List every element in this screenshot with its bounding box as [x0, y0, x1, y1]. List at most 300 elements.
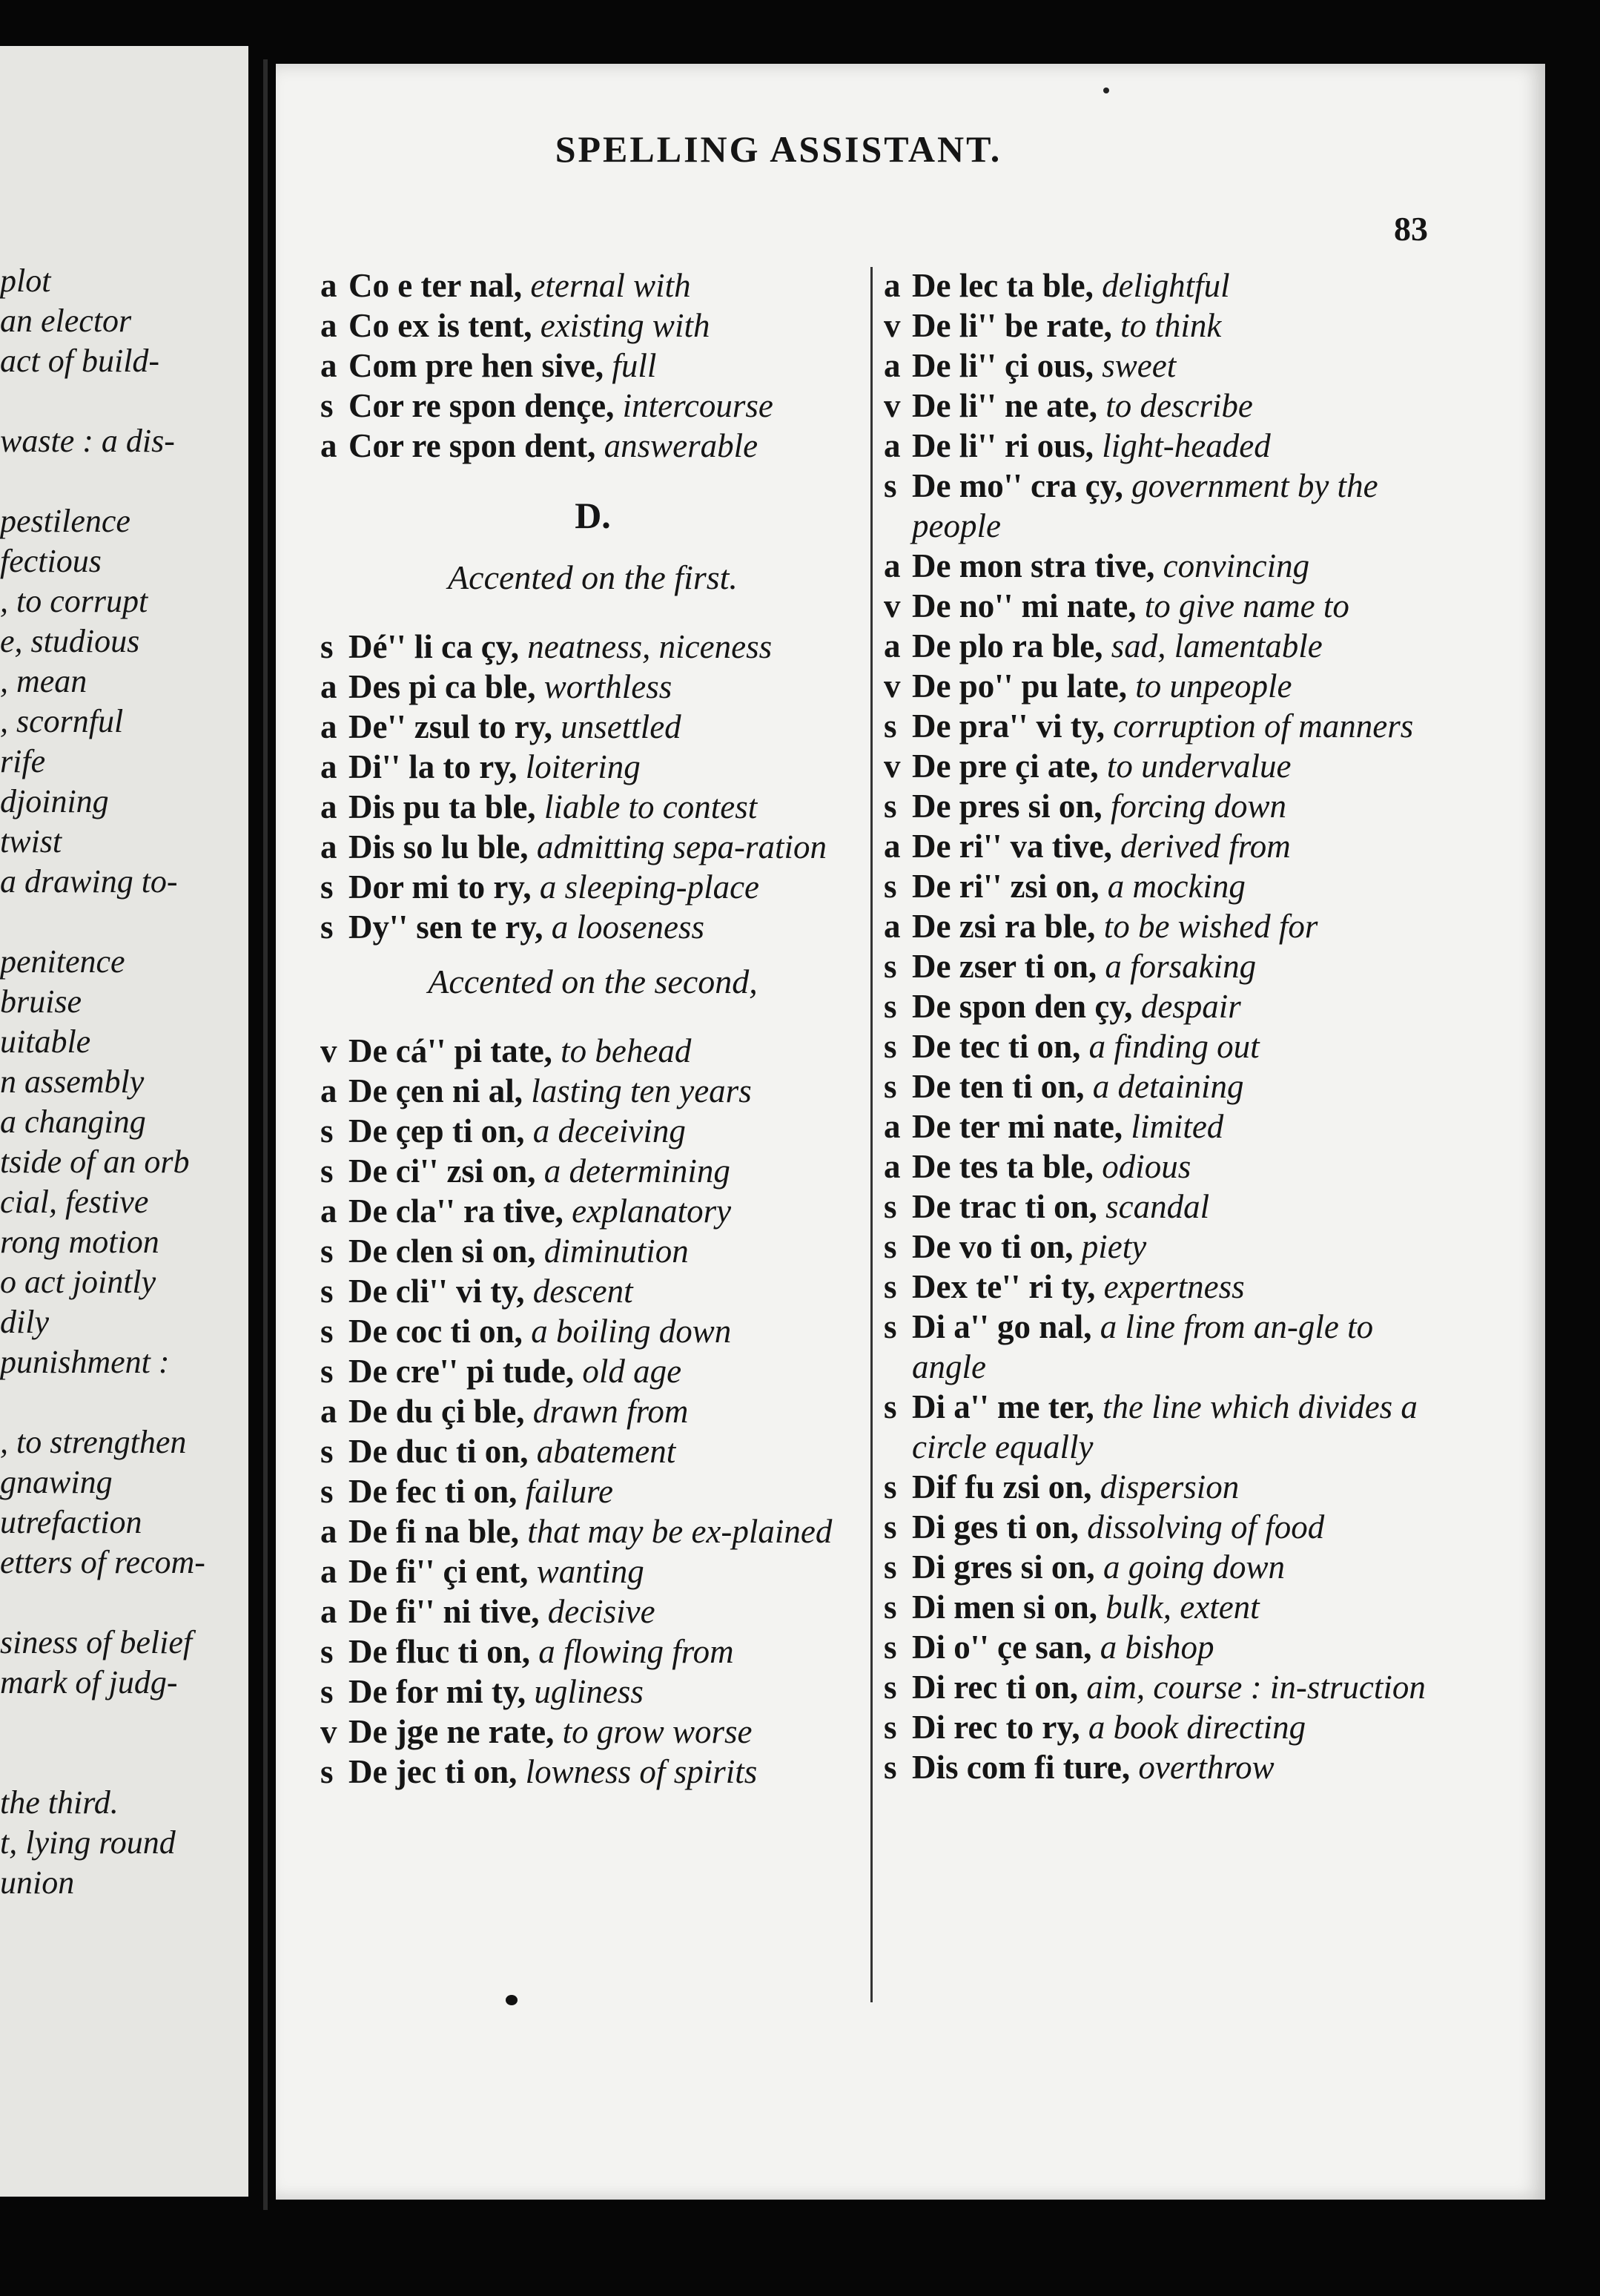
entry-word: Dé'' li ca çy, — [348, 628, 519, 665]
part-of-speech: s — [884, 1709, 897, 1746]
entry-word: De fi na ble, — [348, 1513, 519, 1550]
entry-definition: explanatory — [563, 1192, 732, 1230]
part-of-speech: v — [884, 307, 901, 344]
entry-body — [912, 1307, 1447, 1387]
part-of-speech: s — [884, 1228, 897, 1265]
facing-page-text: a drawing to- — [0, 863, 178, 900]
dictionary-entry — [320, 1511, 865, 1551]
entry-body — [348, 1431, 865, 1471]
part-of-speech: a — [884, 427, 901, 464]
dictionary-entry — [320, 386, 865, 426]
entry-body — [912, 546, 1447, 586]
entry-word: De fi'' çi ent, — [348, 1553, 529, 1590]
dictionary-entry — [884, 866, 1447, 906]
entry-definition: to undervalue — [1098, 748, 1292, 785]
part-of-speech: s — [884, 988, 897, 1025]
part-of-speech: v — [884, 748, 901, 785]
dictionary-entry — [320, 1591, 865, 1632]
entry-word: De tec ti on, — [912, 1028, 1081, 1065]
part-of-speech: a — [320, 788, 337, 825]
entry-word: De vo ti on, — [912, 1228, 1074, 1265]
facing-page-text: penitence — [0, 943, 125, 980]
entry-word: Com pre hen sive, — [348, 347, 604, 384]
entry-definition: lasting ten years — [522, 1072, 752, 1109]
entry-word: De li'' çi ous, — [912, 347, 1094, 384]
entry-word: Co ex is tent, — [348, 307, 532, 344]
facing-page-text: etters of recom- — [0, 1544, 205, 1580]
entry-definition: descent — [524, 1273, 633, 1310]
entry-body — [912, 746, 1447, 786]
entry-body — [912, 786, 1447, 826]
entry-word: De no'' mi nate, — [912, 587, 1137, 624]
part-of-speech: s — [320, 1753, 334, 1790]
part-of-speech: v — [320, 1032, 337, 1069]
entry-word: Di rec to ry, — [912, 1709, 1080, 1746]
part-of-speech: a — [884, 267, 901, 304]
entry-body — [912, 1667, 1447, 1707]
part-of-speech: s — [884, 1468, 897, 1505]
entry-body — [348, 1271, 865, 1311]
entry-definition: dissolving of food — [1079, 1508, 1325, 1545]
entry-definition: abatement — [528, 1433, 676, 1470]
entry-body — [348, 1511, 865, 1551]
entry-word: Dis so lu ble, — [348, 828, 529, 865]
entry-word: De du çi ble, — [348, 1393, 525, 1430]
entry-body — [912, 1187, 1447, 1227]
ornament-mark — [506, 1995, 518, 2005]
entry-word: De ri'' zsi on, — [912, 868, 1100, 905]
entry-body — [348, 1351, 865, 1391]
entry-definition: a sleeping-place — [531, 868, 760, 905]
entry-word: De'' zsul to ry, — [348, 708, 552, 745]
entry-definition: that may be ex-plained — [519, 1513, 833, 1550]
entry-word: De trac ti on, — [912, 1188, 1097, 1225]
right-column — [884, 265, 1447, 1787]
entry-body — [348, 1672, 865, 1712]
entry-word: Co e ter nal, — [348, 267, 523, 304]
entry-definition: ugliness — [526, 1673, 644, 1710]
entry-word: De cli'' vi ty, — [348, 1273, 525, 1310]
dictionary-entry — [884, 666, 1447, 706]
dictionary-entry — [884, 1507, 1447, 1547]
entry-definition: a finding out — [1080, 1028, 1260, 1065]
entries-accent-second — [320, 1031, 865, 1792]
book-gutter — [263, 59, 268, 2210]
entry-definition: liable to contest — [535, 788, 758, 825]
part-of-speech: s — [884, 707, 897, 745]
dictionary-entry — [884, 1026, 1447, 1066]
facing-page-text: an elector — [0, 303, 132, 339]
entry-word: Dy'' sen te ry, — [348, 908, 543, 946]
entries-accent-first — [320, 627, 865, 947]
part-of-speech: s — [884, 1669, 897, 1706]
dictionary-entry — [320, 787, 865, 827]
dictionary-entry — [884, 346, 1447, 386]
dictionary-entry — [884, 1066, 1447, 1106]
entry-body — [912, 626, 1447, 666]
dictionary-entry — [320, 1351, 865, 1391]
entry-word: De ten ti on, — [912, 1068, 1085, 1105]
entry-word: De zsi ra ble, — [912, 908, 1096, 945]
entry-definition: unsettled — [552, 708, 681, 745]
entry-word: Di men si on, — [912, 1589, 1098, 1626]
facing-page-text: , scornful — [0, 703, 124, 739]
facing-page-text: uitable — [0, 1023, 91, 1060]
facing-page-text: cial, festive — [0, 1184, 149, 1220]
facing-page-fragment — [0, 46, 248, 2197]
facing-page-text: plot — [0, 263, 51, 299]
entry-word: De li'' ne ate, — [912, 387, 1097, 424]
entry-definition: a forsaking — [1097, 948, 1257, 985]
entry-definition: decisive — [539, 1593, 655, 1630]
entry-definition: full — [604, 347, 657, 384]
facing-page-text: djoining — [0, 783, 109, 819]
entry-definition: answerable — [595, 427, 758, 464]
part-of-speech: s — [320, 387, 334, 424]
part-of-speech: a — [320, 1513, 337, 1550]
entry-definition: neatness, niceness — [518, 628, 773, 665]
dictionary-entry — [320, 1071, 865, 1111]
entry-body — [348, 827, 865, 867]
entry-body — [348, 346, 865, 386]
entry-word: De ter mi nate, — [912, 1108, 1123, 1145]
entry-word: De li'' be rate, — [912, 307, 1112, 344]
facing-page-text: fectious — [0, 543, 102, 579]
dictionary-entry — [884, 1106, 1447, 1147]
part-of-speech: a — [320, 1072, 337, 1109]
dictionary-entry — [320, 306, 865, 346]
entry-word: De for mi ty, — [348, 1673, 526, 1710]
entry-body — [348, 707, 865, 747]
part-of-speech: s — [320, 1633, 334, 1670]
part-of-speech: s — [320, 1313, 334, 1350]
entry-body — [912, 706, 1447, 746]
entry-definition: to think — [1111, 307, 1222, 344]
part-of-speech: a — [884, 1148, 901, 1185]
facing-page-text: punishment : — [0, 1344, 170, 1380]
print-speck — [1103, 88, 1109, 93]
dictionary-entry — [884, 786, 1447, 826]
entry-word: Dor mi to ry, — [348, 868, 532, 905]
entry-word: De ci'' zsi on, — [348, 1152, 536, 1190]
entry-definition: odious — [1093, 1148, 1191, 1185]
entry-definition: government by the people — [912, 467, 1378, 544]
entry-word: De clen si on, — [348, 1233, 536, 1270]
facing-page-text: mark of judg- — [0, 1664, 178, 1700]
entry-body — [348, 1591, 865, 1632]
entry-body — [348, 747, 865, 787]
entry-definition: loitering — [517, 748, 641, 785]
entry-definition: a looseness — [543, 908, 704, 946]
entry-definition: to unpeople — [1127, 667, 1292, 705]
entry-word: Di gres si on, — [912, 1548, 1095, 1586]
entry-body — [348, 1191, 865, 1231]
entry-definition: convincing — [1154, 547, 1310, 584]
part-of-speech: a — [320, 1593, 337, 1630]
dictionary-entry — [884, 1187, 1447, 1227]
entry-body — [912, 346, 1447, 386]
dictionary-entry — [320, 1311, 865, 1351]
entry-definition: limited — [1123, 1108, 1224, 1145]
part-of-speech: s — [884, 1268, 897, 1305]
entry-body — [912, 586, 1447, 626]
entry-word: De fec ti on, — [348, 1473, 518, 1510]
facing-page-text: dily — [0, 1304, 49, 1340]
dictionary-entry — [884, 1267, 1447, 1307]
part-of-speech: a — [884, 547, 901, 584]
entry-body — [912, 986, 1447, 1026]
entry-body — [912, 1267, 1447, 1307]
dictionary-entry — [884, 1707, 1447, 1747]
dictionary-entry — [884, 306, 1447, 346]
entry-word: De plo ra ble, — [912, 627, 1103, 664]
section-letter: D. — [575, 495, 611, 536]
part-of-speech: v — [884, 667, 901, 705]
entry-definition: to grow worse — [554, 1713, 753, 1750]
entry-definition: a mocking — [1099, 868, 1246, 905]
part-of-speech: s — [320, 1233, 334, 1270]
entries-right — [884, 265, 1447, 1787]
entry-word: De zser ti on, — [912, 948, 1097, 985]
entry-body — [912, 1507, 1447, 1547]
entry-word: De cá'' pi tate, — [348, 1032, 552, 1069]
part-of-speech: s — [320, 628, 334, 665]
dictionary-entry — [320, 1471, 865, 1511]
dictionary-entry — [320, 1231, 865, 1271]
entry-body — [912, 1066, 1447, 1106]
dictionary-entry — [884, 1467, 1447, 1507]
facing-page-text: e, studious — [0, 623, 140, 659]
dictionary-entry — [884, 1667, 1447, 1707]
part-of-speech: a — [884, 908, 901, 945]
entry-word: De cre'' pi tude, — [348, 1353, 575, 1390]
facing-page-text: , mean — [0, 663, 87, 699]
entry-definition: a book directing — [1080, 1709, 1306, 1746]
entry-definition: corruption of manners — [1104, 707, 1414, 745]
column-divider — [870, 267, 873, 2002]
entry-body — [348, 1712, 865, 1752]
dictionary-entry — [884, 746, 1447, 786]
part-of-speech: a — [320, 267, 337, 304]
entry-body — [912, 1467, 1447, 1507]
entry-word: Cor re spon dent, — [348, 427, 596, 464]
facing-page-text: o act jointly — [0, 1264, 156, 1300]
part-of-speech: s — [884, 948, 897, 985]
entry-body — [912, 1147, 1447, 1187]
dictionary-entry — [884, 1747, 1447, 1787]
dictionary-entry — [884, 1307, 1447, 1387]
part-of-speech: s — [320, 1473, 334, 1510]
facing-page-text: twist — [0, 823, 62, 860]
part-of-speech: a — [320, 828, 337, 865]
entry-word: De spon den çy, — [912, 988, 1133, 1025]
entry-body — [348, 1071, 865, 1111]
entry-word: Dis com fi ture, — [912, 1749, 1131, 1786]
entry-definition: expertness — [1095, 1268, 1245, 1305]
entry-definition: drawn from — [524, 1393, 689, 1430]
entry-definition: to describe — [1097, 387, 1253, 424]
dictionary-entry — [884, 546, 1447, 586]
facing-page-text: , to corrupt — [0, 583, 148, 619]
entry-body — [912, 265, 1447, 306]
part-of-speech: s — [884, 868, 897, 905]
entry-body — [912, 306, 1447, 346]
dictionary-entry — [884, 1147, 1447, 1187]
dictionary-entry — [320, 1111, 865, 1151]
part-of-speech: a — [320, 1553, 337, 1590]
entry-body — [912, 426, 1447, 466]
part-of-speech: s — [884, 1589, 897, 1626]
entry-body — [348, 1551, 865, 1591]
dictionary-entry — [884, 706, 1447, 746]
entry-body — [912, 1026, 1447, 1066]
entry-definition: a flowing from — [529, 1633, 734, 1670]
entry-body — [348, 1471, 865, 1511]
entry-definition: a line from an-gle to angle — [912, 1308, 1374, 1385]
part-of-speech: s — [884, 1508, 897, 1545]
entry-body — [348, 1391, 865, 1431]
entry-word: Di a'' me ter, — [912, 1388, 1094, 1425]
dictionary-entry — [320, 707, 865, 747]
dictionary-entry — [320, 1672, 865, 1712]
dictionary-entry — [884, 906, 1447, 946]
entry-body — [912, 1587, 1447, 1627]
dictionary-entry — [884, 426, 1447, 466]
entry-definition: a going down — [1094, 1548, 1285, 1586]
dictionary-entry — [884, 826, 1447, 866]
entry-definition: a boiling down — [522, 1313, 732, 1350]
entry-definition: existing with — [532, 307, 710, 344]
entry-definition: lowness of spirits — [517, 1753, 758, 1790]
entry-word: Dif fu zsi on, — [912, 1468, 1092, 1505]
entry-definition: scandal — [1097, 1188, 1210, 1225]
entry-word: De jec ti on, — [348, 1753, 518, 1790]
entry-body — [348, 1111, 865, 1151]
entries-top — [320, 265, 865, 466]
entry-body — [348, 627, 865, 667]
entry-body — [912, 1627, 1447, 1667]
dictionary-entry — [884, 986, 1447, 1026]
entry-body — [348, 1231, 865, 1271]
entry-word: De mon stra tive, — [912, 547, 1155, 584]
part-of-speech: s — [320, 1152, 334, 1190]
entry-definition: piety — [1073, 1228, 1147, 1265]
dictionary-entry — [884, 265, 1447, 306]
entry-definition: aim, course : in-struction — [1078, 1669, 1426, 1706]
part-of-speech: a — [320, 307, 337, 344]
entry-body — [348, 1632, 865, 1672]
dictionary-entry — [320, 1191, 865, 1231]
entry-definition: wanting — [528, 1553, 644, 1590]
entry-definition: derived from — [1111, 828, 1291, 865]
dictionary-entry — [884, 626, 1447, 666]
entry-definition: sad, lamentable — [1103, 627, 1323, 664]
dictionary-entry — [884, 1227, 1447, 1267]
entry-word: De coc ti on, — [348, 1313, 523, 1350]
part-of-speech: a — [320, 427, 337, 464]
entry-word: Cor re spon dençe, — [348, 387, 615, 424]
dictionary-entry — [320, 265, 865, 306]
entry-word: Di rec ti on, — [912, 1669, 1079, 1706]
dictionary-entry — [320, 667, 865, 707]
entry-word: De çep ti on, — [348, 1112, 525, 1149]
facing-page-text: t, lying round — [0, 1824, 176, 1861]
entry-word: De tes ta ble, — [912, 1148, 1094, 1185]
entry-word: De pra'' vi ty, — [912, 707, 1105, 745]
entry-body — [348, 1752, 865, 1792]
entry-body — [912, 666, 1447, 706]
entry-word: De ri'' va tive, — [912, 828, 1112, 865]
facing-page-text: waste : a dis- — [0, 423, 175, 459]
entry-definition: to give name to — [1136, 587, 1349, 624]
dictionary-entry — [320, 1551, 865, 1591]
part-of-speech: s — [884, 1749, 897, 1786]
facing-page-text: , to strengthen — [0, 1424, 187, 1460]
dictionary-entry — [320, 1431, 865, 1471]
dictionary-entry — [320, 1712, 865, 1752]
entry-definition: a determining — [535, 1152, 730, 1190]
entry-body — [912, 386, 1447, 426]
dictionary-entry — [320, 827, 865, 867]
dictionary-entry — [884, 1547, 1447, 1587]
dictionary-entry — [320, 426, 865, 466]
entry-body — [348, 426, 865, 466]
entry-body — [912, 1106, 1447, 1147]
entry-definition: to be wished for — [1095, 908, 1318, 945]
entry-body — [348, 1311, 865, 1351]
entry-definition: despair — [1132, 988, 1241, 1025]
part-of-speech: a — [320, 748, 337, 785]
entry-body — [348, 306, 865, 346]
facing-page-text: pestilence — [0, 503, 130, 539]
dictionary-entry — [884, 1387, 1447, 1467]
entry-word: De duc ti on, — [348, 1433, 529, 1470]
dictionary-entry — [320, 346, 865, 386]
entry-word: De çen ni al, — [348, 1072, 523, 1109]
dictionary-entry — [320, 1391, 865, 1431]
entry-body — [348, 867, 865, 907]
facing-page-text: gnawing — [0, 1464, 113, 1500]
entry-word: De jge ne rate, — [348, 1713, 555, 1750]
facing-page-text: rong motion — [0, 1224, 159, 1260]
part-of-speech: v — [320, 1713, 337, 1750]
part-of-speech: s — [884, 788, 897, 825]
part-of-speech: a — [320, 1393, 337, 1430]
part-of-speech: s — [884, 1028, 897, 1065]
entry-definition: sweet — [1094, 347, 1177, 384]
part-of-speech: s — [320, 1673, 334, 1710]
entry-word: Di a'' go nal, — [912, 1308, 1092, 1345]
entry-body — [912, 1387, 1447, 1467]
entry-word: Dis pu ta ble, — [348, 788, 536, 825]
entry-definition: dispersion — [1091, 1468, 1240, 1505]
part-of-speech: a — [884, 1108, 901, 1145]
dictionary-entry — [320, 1271, 865, 1311]
facing-page-text: the third. — [0, 1784, 119, 1821]
entry-word: De mo'' cra çy, — [912, 467, 1123, 504]
heading-accent-second: Accented on the second, — [428, 963, 758, 1000]
part-of-speech: v — [884, 387, 901, 424]
part-of-speech: a — [320, 708, 337, 745]
dictionary-entry — [884, 386, 1447, 426]
entry-word: De pres si on, — [912, 788, 1103, 825]
entry-body — [348, 1031, 865, 1071]
entry-definition: to behead — [552, 1032, 692, 1069]
entry-body — [912, 1227, 1447, 1267]
part-of-speech: s — [884, 1548, 897, 1586]
facing-page-text: a changing — [0, 1104, 146, 1140]
dictionary-entry — [320, 747, 865, 787]
